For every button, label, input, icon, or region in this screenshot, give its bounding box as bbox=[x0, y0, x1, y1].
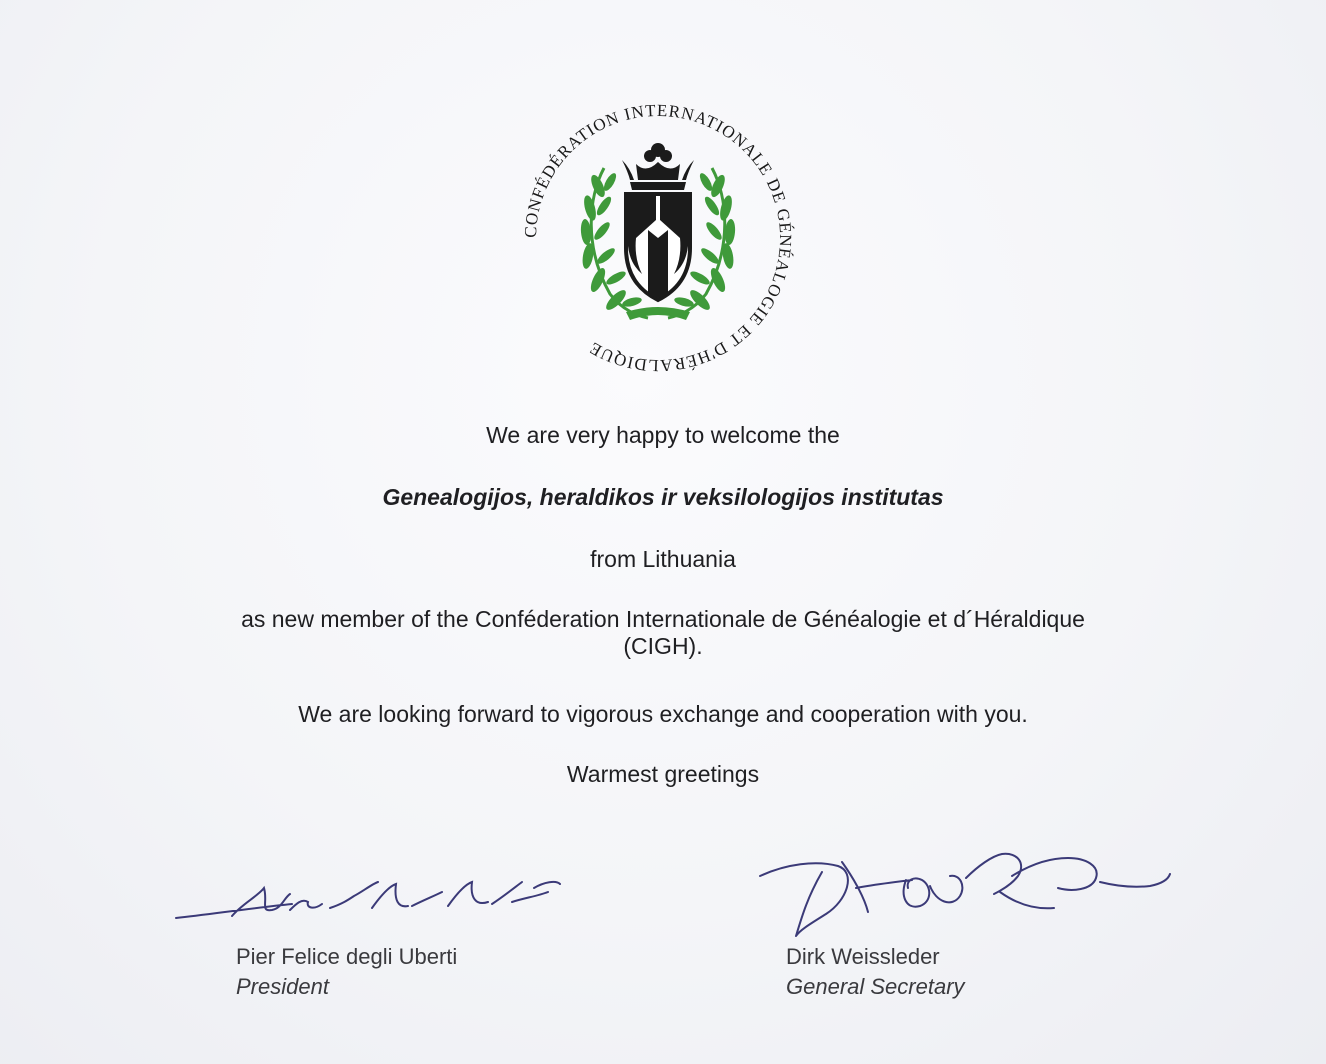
president-block bbox=[236, 942, 457, 1002]
seal-emblem-icon bbox=[518, 98, 798, 378]
origin-text: from Lithuania bbox=[590, 546, 736, 572]
president-role: President bbox=[236, 974, 329, 999]
membership-line-2: (CIGH). bbox=[623, 633, 703, 659]
president-name: Pier Felice degli Uberti bbox=[236, 944, 458, 969]
secretary-role: General Secretary bbox=[786, 974, 965, 999]
cigh-seal bbox=[518, 98, 798, 378]
secretary-signature bbox=[756, 836, 1176, 944]
welcome-text: We are very happy to welcome the bbox=[486, 422, 840, 448]
membership-line-1: as new member of the Conféderation Internationale de Généalogie et d´Héraldique bbox=[241, 606, 1085, 632]
greeting-text: Warmest greetings bbox=[566, 761, 760, 787]
secretary-name: Dirk Weissleder bbox=[786, 944, 940, 969]
membership-text bbox=[0, 606, 1326, 660]
laurel-ribbon-icon bbox=[626, 307, 690, 320]
crown-icon bbox=[622, 143, 694, 190]
forward-text: We are looking forward to vigorous exchange and cooperation with you. bbox=[298, 701, 1028, 727]
shield-icon bbox=[626, 194, 690, 300]
organization-name: Genealogijos, heraldikos ir veksilologijos institutas bbox=[382, 484, 944, 510]
president-signature bbox=[172, 874, 572, 926]
secretary-block bbox=[786, 942, 965, 1002]
seal-ring-text: CONFÉDÉRATION INTERNATIONALE DE GÉNÉALOGIE ET D'HÉRALDIQUE bbox=[520, 100, 796, 376]
